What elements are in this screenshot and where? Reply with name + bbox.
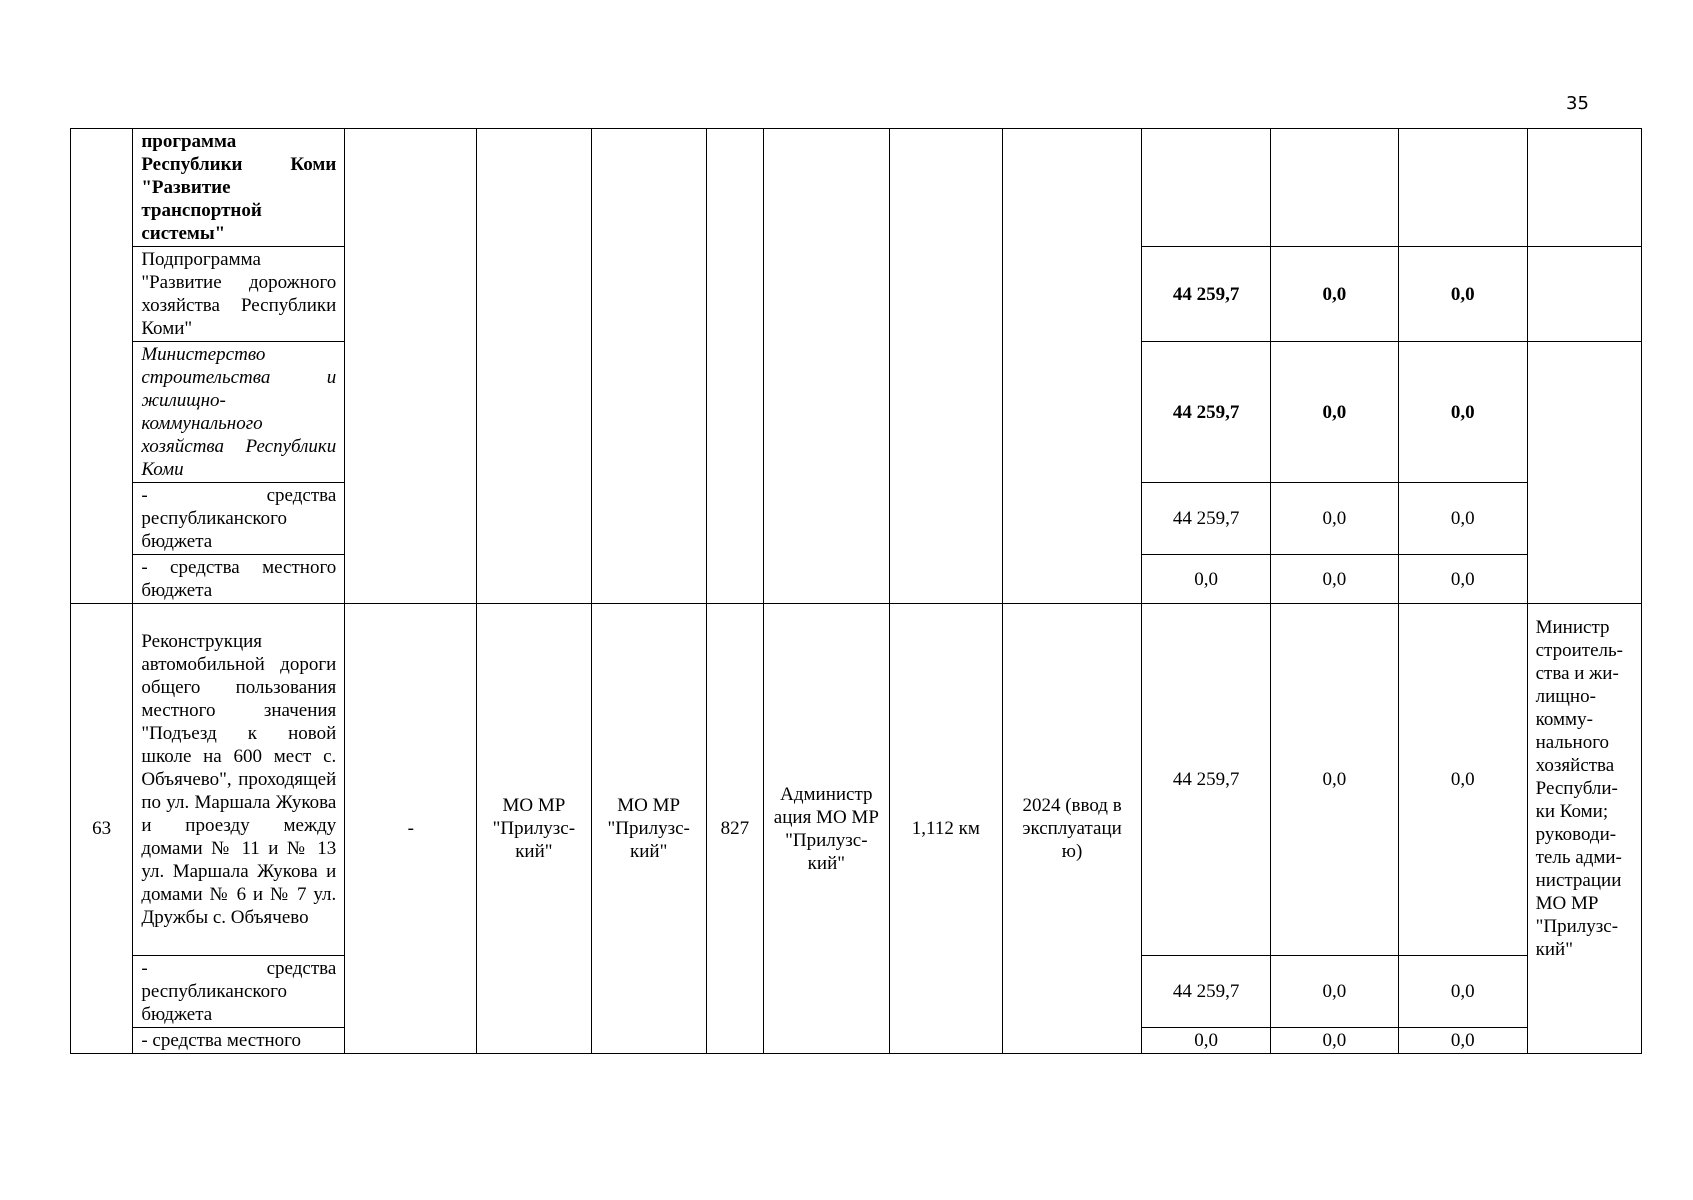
empty-cell	[763, 129, 889, 604]
item-number: 63	[71, 604, 133, 1054]
row-description: - средства республиканского бюджета	[133, 956, 345, 1028]
owner-cell: МО МР "Прилузс-кий"	[591, 604, 706, 1054]
value-cell: 44 259,7	[1142, 956, 1271, 1028]
row-description: - средства местного бюджета	[133, 555, 345, 604]
row-description: - средства республиканского бюджета	[133, 483, 345, 555]
value-cell: 0,0	[1271, 555, 1399, 604]
value-cell: 0,0	[1398, 483, 1527, 555]
number-cell	[71, 129, 133, 604]
value-cell: 44 259,7	[1142, 604, 1271, 956]
empty-cell	[477, 129, 591, 604]
value-cell: 44 259,7	[1142, 483, 1271, 555]
budget-table	[70, 128, 1642, 1054]
value-cell: 0,0	[1398, 342, 1527, 483]
empty-cell	[1527, 129, 1641, 247]
value-cell: 0,0	[1271, 342, 1399, 483]
length-cell: 1,112 км	[889, 604, 1002, 1054]
empty-cell	[889, 129, 1002, 604]
year-cell: 2024 (ввод в эксплуатаци ю)	[1002, 604, 1141, 1054]
value-cell: 0,0	[1142, 1028, 1271, 1054]
empty-cell	[1527, 247, 1641, 342]
value-cell: 0,0	[1142, 555, 1271, 604]
empty-cell	[1002, 129, 1141, 604]
value-cell: 0,0	[1271, 956, 1399, 1028]
value-cell	[1142, 129, 1271, 247]
row-description: - средства местного	[133, 1028, 345, 1054]
value-cell: 0,0	[1271, 604, 1399, 956]
value-cell: 0,0	[1398, 555, 1527, 604]
value-cell: 0,0	[1398, 604, 1527, 956]
value-cell: 0,0	[1271, 247, 1399, 342]
row-description: программа Республики Коми "Развитие транспортной системы"	[133, 129, 345, 247]
value-cell: 0,0	[1398, 247, 1527, 342]
value-cell: 0,0	[1398, 956, 1527, 1028]
admin-cell: Администр ация МО МР "Прилузс-кий"	[763, 604, 889, 1054]
table-row	[71, 129, 1642, 247]
responsible-cell: Министр строитель-ства и жи-лищно-комму-нального хозяйства Республи-ки Коми; руководи-тель адми-нистрации МО МР "Прилузс-кий"	[1527, 604, 1641, 1054]
value-cell	[1398, 129, 1527, 247]
empty-cell	[706, 129, 763, 604]
empty-cell	[1527, 342, 1641, 604]
dash-cell: -	[345, 604, 477, 1054]
value-cell: 0,0	[1398, 1028, 1527, 1054]
empty-cell	[591, 129, 706, 604]
value-cell: 44 259,7	[1142, 247, 1271, 342]
row-description: Подпрограмма "Развитие дорожного хозяйства Республики Коми"	[133, 247, 345, 342]
customer-cell: МО МР "Прилузс-кий"	[477, 604, 591, 1054]
empty-cell	[345, 129, 477, 604]
value-cell: 44 259,7	[1142, 342, 1271, 483]
value-cell	[1271, 129, 1399, 247]
value-cell: 0,0	[1271, 1028, 1399, 1054]
value-cell: 0,0	[1271, 483, 1399, 555]
row-description: Реконструкция автомобильной дороги общего пользования местного значения "Подъезд к новой школе на 600 мест с. Объячево", проходящей по ул. Маршала Жукова и проезду между домами № 11 и № 13 ул. Маршала Жукова и домами № 6 и № 7 ул. Дружбы с. Объячево	[133, 604, 345, 956]
row-description: Министерство строительства и жилищно-коммунального хозяйства Республики Коми	[133, 342, 345, 483]
page-number: 35	[1566, 93, 1589, 114]
table-row	[71, 604, 1642, 956]
code-cell: 827	[706, 604, 763, 1054]
